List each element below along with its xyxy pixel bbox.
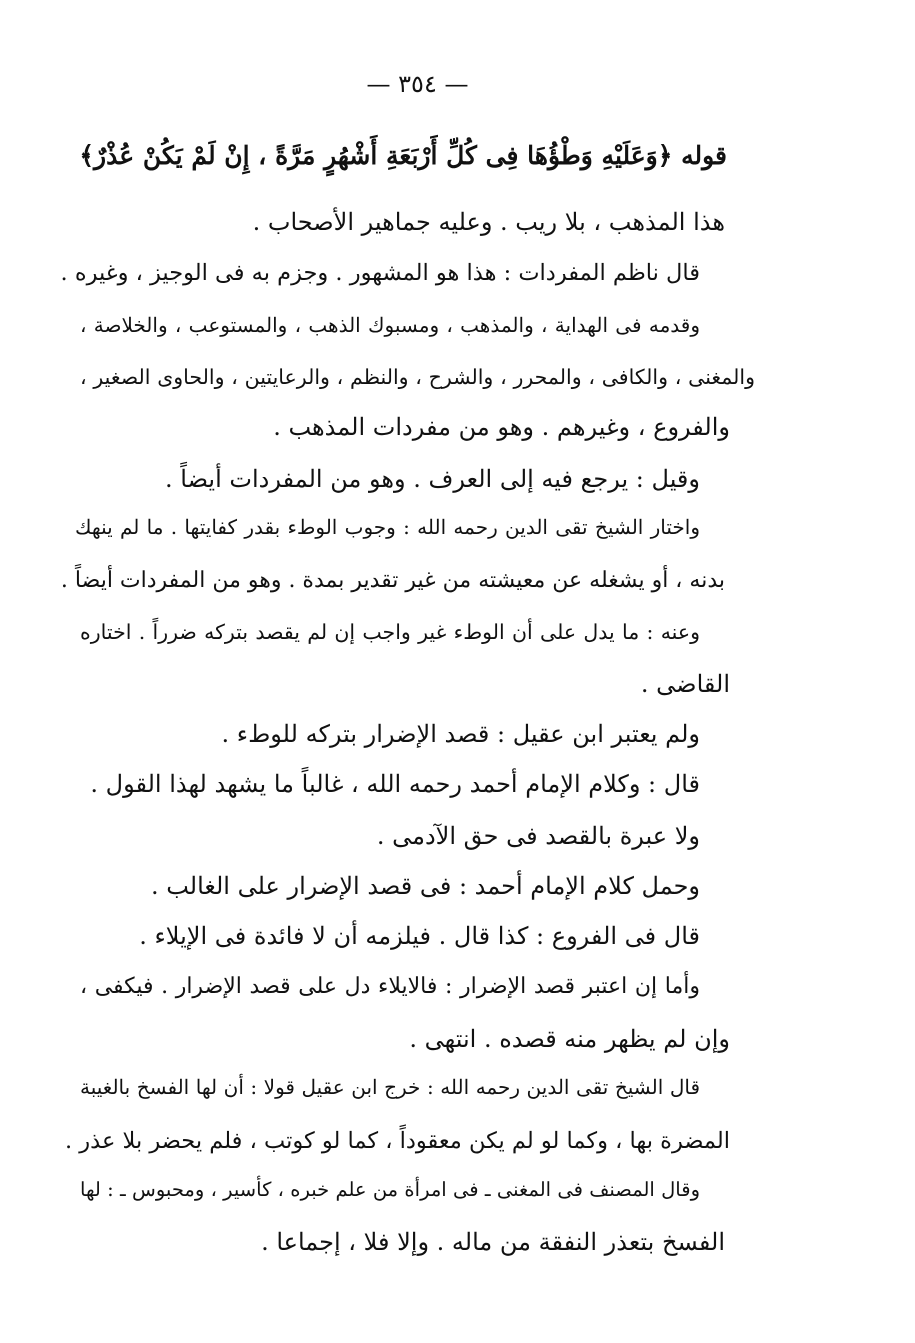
heading-verse: قوله ﴿وَعَلَيْهِ وَطْؤُهَا فِى كُلِّ أَرْبَعَةِ أَشْهُرٍ مَرَّةً ، إِنْ لَمْ يَكُنْ عُذْرٌ﴾ [79,141,727,170]
text-line: قال ناظم المفردات : هذا هو المشهور . وجزم به فى الوجيز ، وغيره . [60,260,700,286]
text-line: الفسخ بتعذر النفقة من ماله . وإلا فلا ، إجماعا . [261,1228,725,1256]
page-number: — ٣٥٤ — [366,70,469,98]
text-line: وحمل كلام الإمام أحمد : فى قصد الإضرار على الغالب . [150,872,700,900]
text-line: قال فى الفروع : كذا قال . فيلزمه أن لا فائدة فى الإيلاء . [139,922,700,950]
text-line: وقال المصنف فى المغنى ـ فى امرأة من علم خبره ، كأسير ، ومحبوس ـ : لها [80,1178,700,1201]
text-line: هذا المذهب ، بلا ريب . وعليه جماهير الأصحاب . [252,208,725,236]
text-line: بدنه ، أو يشغله عن معيشته من غير تقدير بمدة . وهو من المفردات أيضاً . [60,568,725,593]
text-line: وأما إن اعتبر قصد الإضرار : فالايلاء دل على قصد الإضرار . فيكفى ، [80,974,700,999]
text-line: ولا عبرة بالقصد فى حق الآدمى . [376,822,700,850]
text-line: قال الشيخ تقى الدين رحمه الله : خرج ابن عقيل قولا : أن لها الفسخ بالغيبة [80,1075,700,1099]
text-line: والمغنى ، والكافى ، والمحرر ، والشرح ، والنظم ، والرعايتين ، والحاوى الصغير ، [80,365,755,389]
text-line: قال : وكلام الإمام أحمد رحمه الله ، غالباً ما يشهد لهذا القول . [90,770,700,798]
text-line: وقدمه فى الهداية ، والمذهب ، ومسبوك الذهب ، والمستوعب ، والخلاصة ، [80,313,700,337]
text-line: المضرة بها ، وكما لو لم يكن معقوداً ، كما لو كوتب ، فلم يحضر بلا عذر . [64,1128,730,1154]
text-line: القاضى . [640,670,730,698]
text-line: والفروع ، وغيرهم . وهو من مفردات المذهب . [273,413,730,441]
text-line: وقيل : يرجع فيه إلى العرف . وهو من المفردات أيضاً . [165,465,700,493]
text-line: وإن لم يظهر منه قصده . انتهى . [409,1025,730,1053]
text-line: ولم يعتبر ابن عقيل : قصد الإضرار بتركه للوطء . [221,720,700,748]
text-line: واختار الشيخ تقى الدين رحمه الله : وجوب الوطء بقدر كفايتها . ما لم ينهك [75,515,700,539]
text-line: وعنه : ما يدل على أن الوطء غير واجب إن لم يقصد بتركه ضرراً . اختاره [80,620,700,644]
